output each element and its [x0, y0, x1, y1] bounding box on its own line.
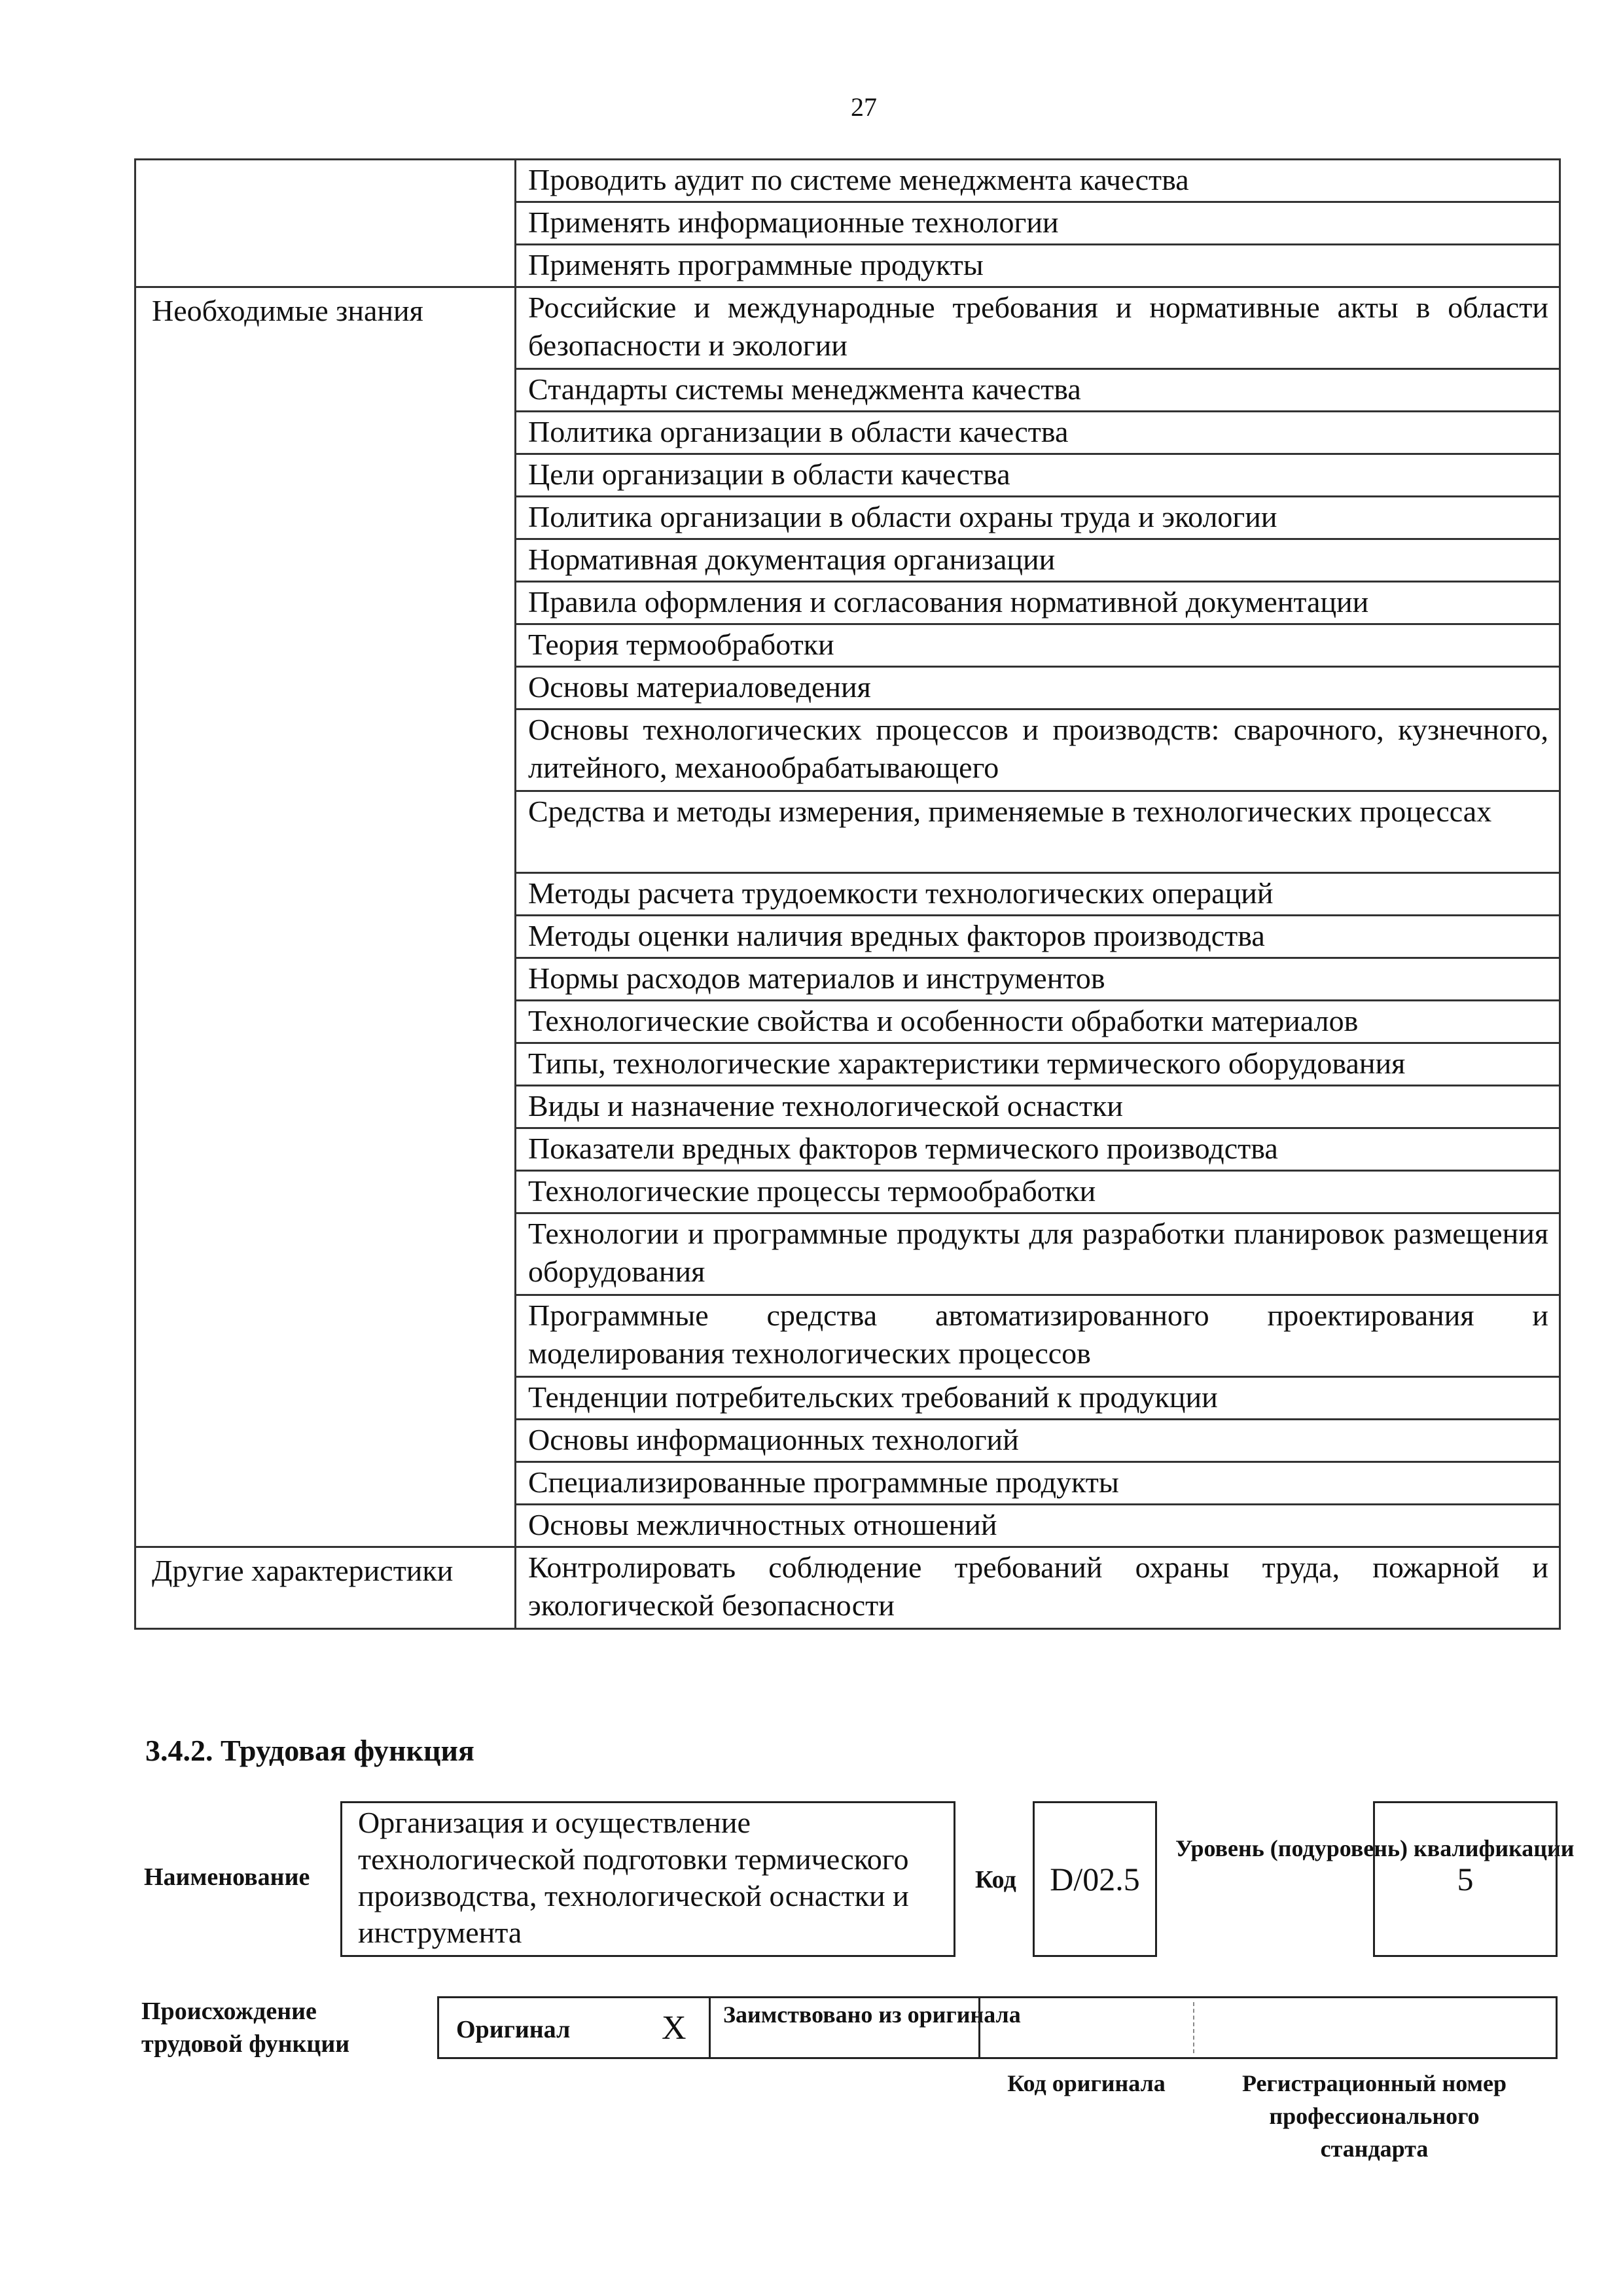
name-label: Наименование [144, 1863, 310, 1891]
table-cell-item: Нормы расходов материалов и инструментов [516, 958, 1560, 1001]
function-name-box: Организация и осуществление технологической подготовки термического производства, технологической оснастки и инструмента [340, 1801, 955, 1957]
table-cell-item: Технологии и программные продукты для разработки планировок размещения оборудования [516, 1213, 1560, 1295]
table-cell-item: Основы информационных технологий [516, 1420, 1560, 1462]
origin-box [437, 1996, 1558, 2059]
borrowed-label: Заимствовано из оригинала [723, 2001, 1021, 2028]
table-cell-item: Политика организации в области качества [516, 412, 1560, 454]
table-cell-item: Показатели вредных факторов термического производства [516, 1128, 1560, 1171]
origin-label: Происхождение трудовой функции [141, 1998, 350, 2058]
knowledge-table [134, 158, 1561, 1630]
page-number: 27 [851, 92, 877, 122]
table-cell-item: Технологические свойства и особенности обработки материалов [516, 1001, 1560, 1043]
code-label: Код [975, 1866, 1016, 1893]
table-cell-item: Российские и международные требования и нормативные акты в области безопасности и экологии [516, 287, 1560, 369]
table-cell-item: Применять информационные технологии [516, 202, 1560, 245]
knowledge-label-cell: Необходимые знания [135, 287, 516, 1547]
original-mark: X [662, 2009, 687, 2047]
table-cell-item: Теория термообработки [516, 624, 1560, 667]
table-cell-item: Методы оценки наличия вредных факторов производства [516, 916, 1560, 958]
table-cell-item: Политика организации в области охраны труда и экологии [516, 497, 1560, 539]
table-cell-item: Цели организации в области качества [516, 454, 1560, 497]
table-cell-item: Тенденции потребительских требований к продукции [516, 1377, 1560, 1420]
table-cell-item: Стандарты системы менеджмента качества [516, 369, 1560, 412]
table-cell-item: Средства и методы измерения, применяемые в технологических процессах [516, 791, 1560, 873]
table-cell-item: Типы, технологические характеристики термического оборудования [516, 1043, 1560, 1086]
skills-label-cell [135, 160, 516, 287]
level-value-box: 5 [1373, 1801, 1558, 1957]
table-cell-item: Правила оформления и согласования нормативной документации [516, 582, 1560, 624]
table-cell-item: Проводить аудит по системе менеджмента качества [516, 160, 1560, 202]
table-row [135, 1547, 1560, 1629]
table-cell-item: Технологические процессы термообработки [516, 1171, 1560, 1213]
table-cell-item: Нормативная документация организации [516, 539, 1560, 582]
level-label: Уровень (подуровень) квалификации [1175, 1835, 1575, 1861]
origin-divider [709, 1998, 711, 2057]
table-cell-item: Методы расчета трудоемкости технологических операций [516, 873, 1560, 916]
section-title: 3.4.2. Трудовая функция [145, 1734, 474, 1767]
other-label-cell: Другие характеристики [135, 1547, 516, 1629]
table-row [135, 287, 1560, 369]
table-cell-item: Основы межличностных отношений [516, 1505, 1560, 1547]
origin-dashed-divider [1193, 2002, 1194, 2053]
code-original-label: Код оригинала [1007, 2070, 1166, 2096]
table-cell-item: Виды и назначение технологической оснастки [516, 1086, 1560, 1128]
table-cell-item: Контролировать соблюдение требований охраны труда, пожарной и экологической безопасности [516, 1547, 1560, 1629]
table-cell-item: Основы технологических процессов и производств: сварочного, кузнечного, литейного, механообрабатывающего [516, 709, 1560, 791]
code-value-box: D/02.5 [1033, 1801, 1157, 1957]
table-cell-item: Программные средства автоматизированного проектирования и моделирования технологических процессов [516, 1295, 1560, 1377]
table-cell-item: Специализированные программные продукты [516, 1462, 1560, 1505]
table-row [135, 160, 1560, 202]
reg-number-label: Регистрационный номер профессионального стандарта [1241, 2070, 1507, 2162]
original-label: Оригинал [456, 2016, 571, 2043]
table-cell-item: Основы материаловедения [516, 667, 1560, 709]
origin-divider [978, 1998, 980, 2057]
table-cell-item: Применять программные продукты [516, 245, 1560, 287]
